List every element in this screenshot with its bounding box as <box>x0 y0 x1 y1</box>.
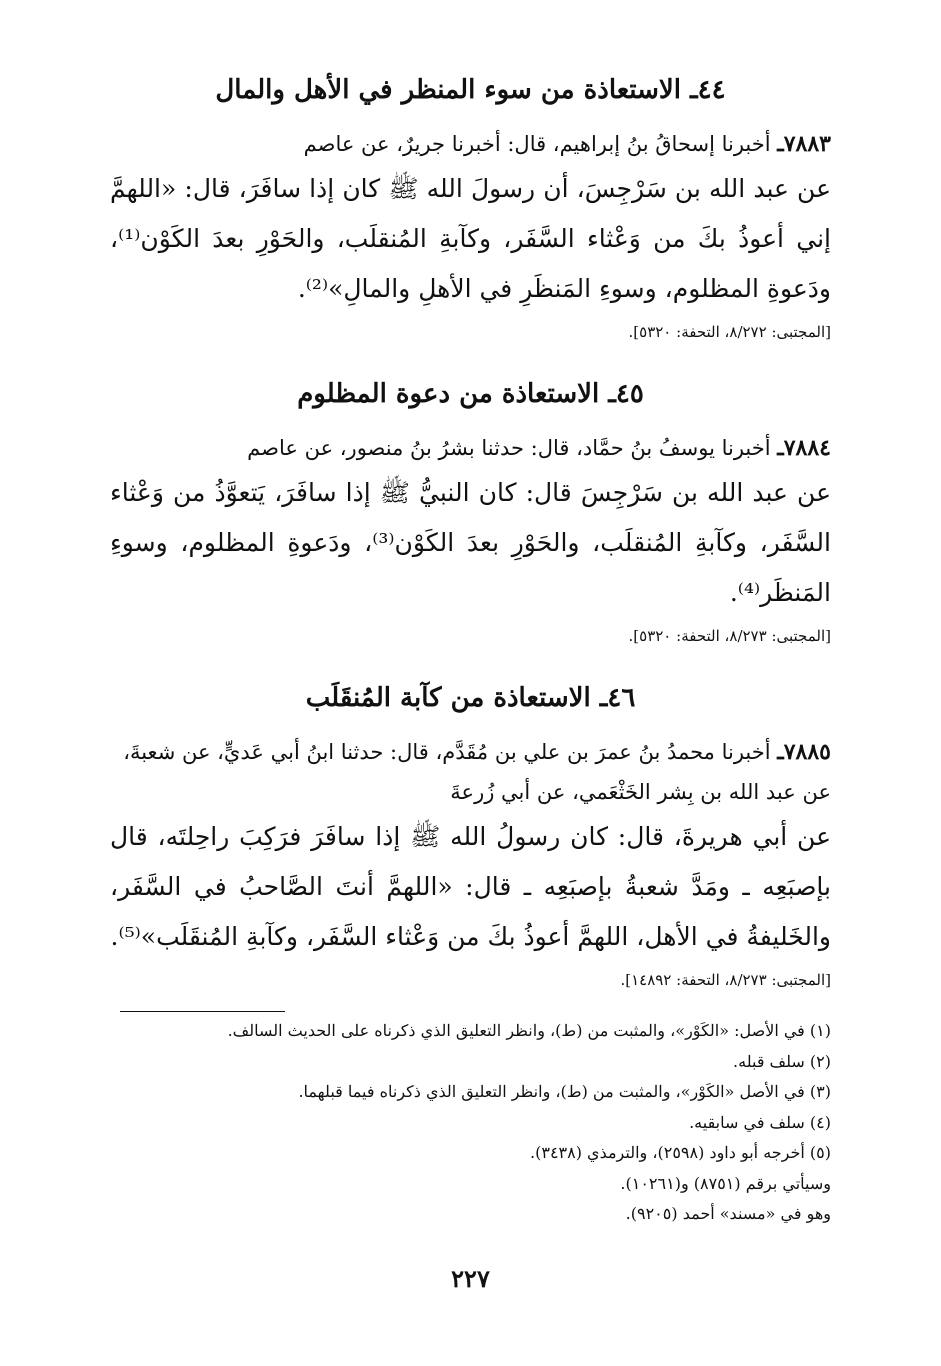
footnote-5-continued-2: وهو في «مسند» أحمد (٩٢٠٥). <box>625 1204 831 1223</box>
chapter-heading: ٤٤ـ الاستعاذة من سوء المنظر في الأهل والمال <box>215 75 726 105</box>
footnote-4: (٤) سلف في سابقيه. <box>689 1112 831 1132</box>
chapter-45 <box>110 372 831 650</box>
isnad-text: أخبرنا إسحاقُ بنُ إبراهيم، قال: أخبرنا جريرٌ، عن عاصم <box>303 132 771 156</box>
isnad-text: أخبرنا محمدُ بنُ عمرَ بن علي بن مُقَدَّم، قال: حدثنا ابنُ أبي عَديٍّ، عن شعبةَ، عن عبد الله بن بِشر الخَثْعَمي، عن أبي زُرعةَ <box>123 740 831 804</box>
footnote-3: (٣) في الأصل «الكَوْر»، والمثبت من (ط)، وانظر التعليق الذي ذكرناه فيما قبلهما. <box>298 1082 831 1101</box>
hadith-isnad <box>110 732 831 812</box>
footnote-1: (١) في الأصل: «الكَوْر»، والمثبت من (ط)، وانظر التعليق الذي ذكرناه على الحديث السالف. <box>227 1021 831 1040</box>
hadith-text: عن عبد الله بن سَرْجِسَ، أن رسولَ الله ﷺ كان إذا سافَرَ، قال: «اللهمَّ إني أعوذُ بكَ من وَعْثاء السَّفَر، وكآبةِ المُنقلَب، والحَوْرِ بعدَ الكَوْن⁽¹⁾، ودَعوةِ المظلوم، وسوءِ المَنظَرِ في الأهلِ والمالِ»⁽²⁾. <box>110 174 831 303</box>
hadith-isnad <box>110 428 831 468</box>
isnad-text: أخبرنا يوسفُ بنُ حمَّاد، قال: حدثنا بشرُ بنُ منصور، عن عاصم <box>247 436 771 460</box>
hadith-number: ٧٨٨٤ـ <box>777 435 831 461</box>
chapter-heading: ٤٦ـ الاستعاذة من كآبة المُنقَلَب <box>305 683 636 713</box>
hadith-number: ٧٨٨٥ـ <box>777 739 831 765</box>
reference-citation: [المجتبى: ٨/٢٧٢، التحفة: ٥٣٢٠]. <box>628 323 831 341</box>
hadith-text: عن أبي هريرةَ، قال: كان رسولُ الله ﷺ إذا سافَرَ فرَكِبَ راحِلتَه، قال بإصبَعِه ـ ومَدَّ شعبةُ بإصبَعِه ـ قال: «اللهمَّ أنتَ الصَّاحبُ في السَّفَر، والخَليفةُ في الأهل، اللهمَّ أعوذُ بكَ من وَعْثاء السَّفَر، وكآبةِ المُنقَلَب»⁽⁵⁾. <box>110 822 831 951</box>
footnote-5-continued: وسيأتي برقم (٨٧٥١) و(١٠٢٦١). <box>620 1173 831 1193</box>
footnote-5: (٥) أخرجه أبو داود (٢٥٩٨)، والترمذي (٣٤٣٨). <box>530 1143 831 1162</box>
hadith-number: ٧٨٨٣ـ <box>777 131 831 157</box>
hadith-text: عن عبد الله بن سَرْجِسَ قال: كان النبيُّ ﷺ إذا سافَرَ، يَتعوَّذُ من وَعْثاء السَّفَر، وكآبةِ المُنقلَب، والحَوْرِ بعدَ الكَوْن⁽³⁾، ودَعوةِ المظلوم، وسوءِ المَنظَر⁽⁴⁾. <box>110 478 831 607</box>
page-number: ٢٢٧ <box>451 1264 490 1293</box>
chapter-44 <box>110 68 831 346</box>
footnotes <box>110 1016 831 1230</box>
chapter-heading: ٤٥ـ الاستعاذة من دعوة المظلوم <box>297 379 644 409</box>
hadith-isnad <box>110 124 831 164</box>
reference-citation: [المجتبى: ٨/٢٧٣، التحفة: ٥٣٢٠]. <box>628 627 831 645</box>
footnote-divider <box>120 1011 285 1012</box>
footnote-2: (٢) سلف قبله. <box>733 1051 831 1071</box>
reference-citation: [المجتبى: ٨/٢٧٣، التحفة: ١٤٨٩٢]. <box>620 971 831 989</box>
chapter-46 <box>110 676 831 994</box>
